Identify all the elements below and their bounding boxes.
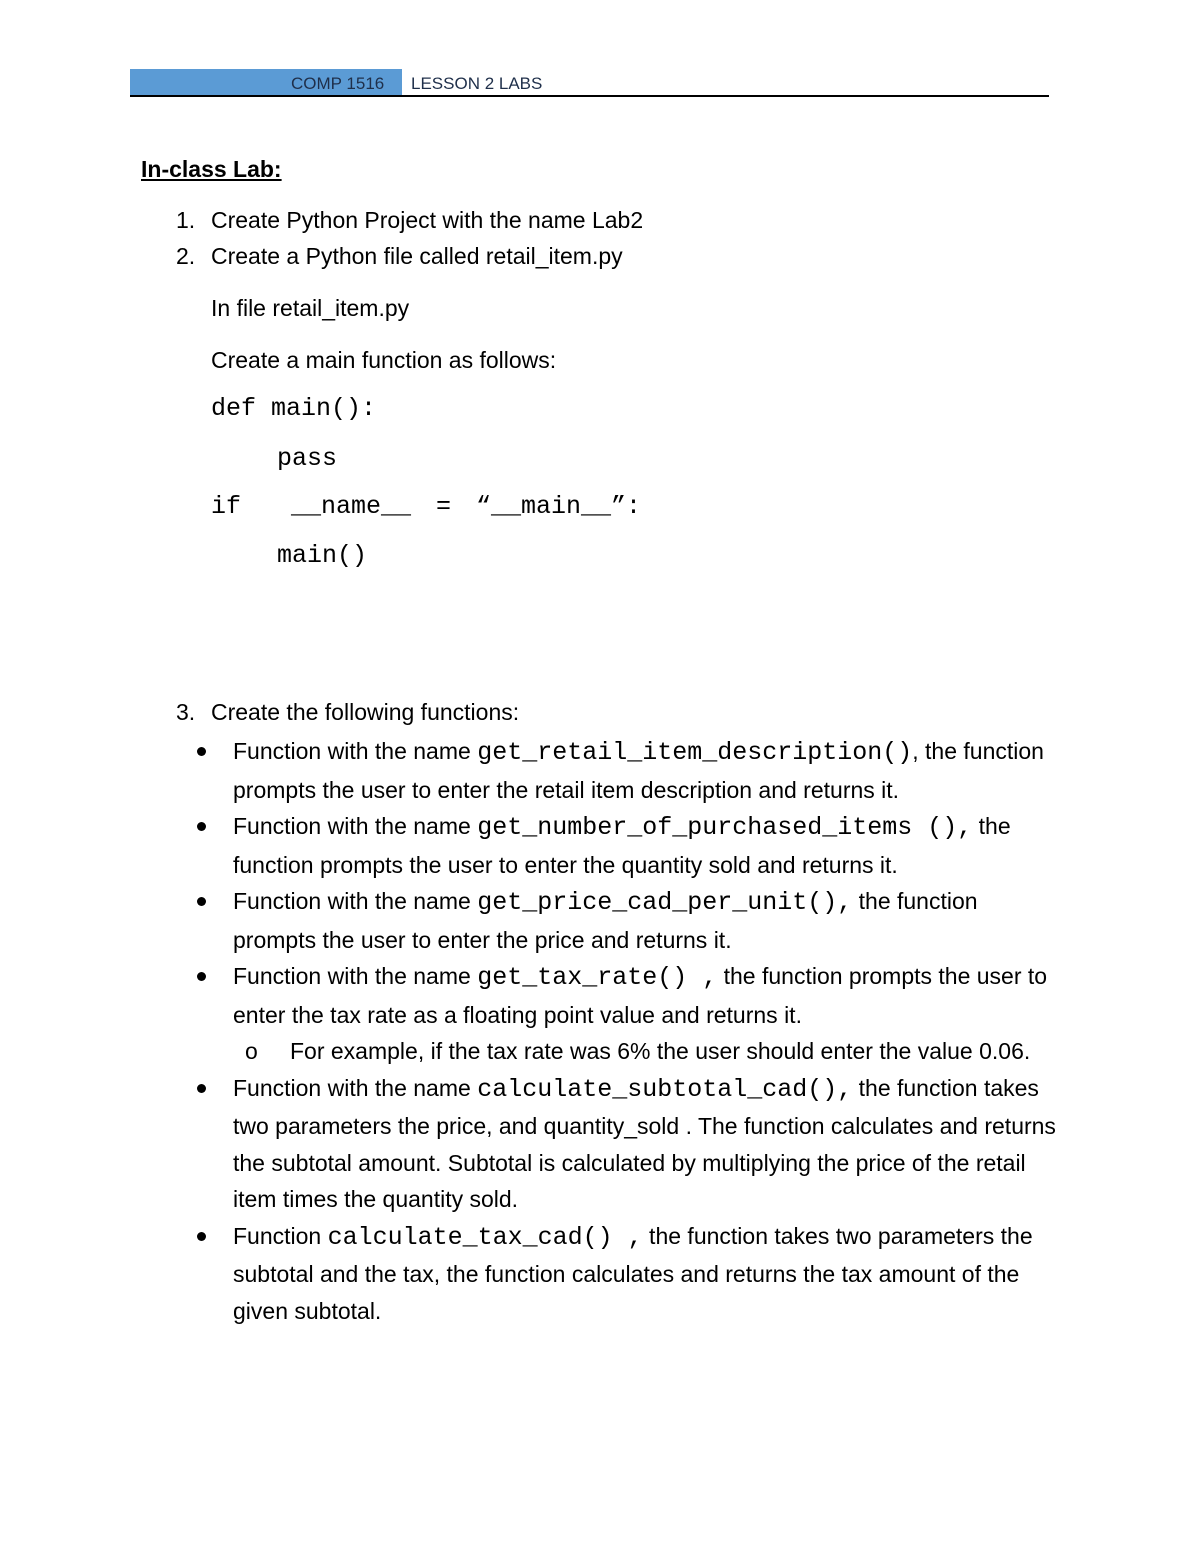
code-line-if: if __name__ = “__main__”: [211,492,642,521]
list-item [233,883,1063,958]
step-2-text: Create a Python file called retail_item.py [211,243,623,269]
main-intro: Create a main function as follows: [211,347,557,373]
file-intro: In file retail_item.py [211,295,410,321]
header-lesson: LESSON 2 LABS [411,74,543,93]
function-pre: Function [233,1222,328,1249]
page-heading: In-class Lab: [141,156,282,182]
function-code: get_retail_item_description() [477,738,913,767]
function-pre: Function with the name [233,813,478,839]
header-course: COMP 1516 [291,74,385,93]
header-rule [130,95,1049,97]
function-pre: Function with the name [233,888,478,914]
sub-bullet-icon: o [245,1038,258,1064]
tax-example-item [245,1033,1063,1070]
function-post: the function prompts the user to enter the price and returns it. [233,888,978,953]
function-post: the function takes two parameters the subtotal and the tax, the function calculates and returns the tax amount of the given subtotal. [233,1222,1033,1324]
code-line-main-call: main() [277,541,368,570]
bullet-icon [197,972,206,981]
function-code: get_number_of_purchased_items (), [477,813,973,842]
list-item [233,1070,1063,1218]
function-code: calculate_tax_cad() , [327,1222,643,1252]
list-item [233,808,1063,883]
function-post: , the function prompts the user to enter the retail item description and returns it. [233,738,1044,803]
bullet-icon [197,1084,206,1093]
function-post: the function takes two parameters the price, and quantity_sold . The function calculates and returns the subtotal amount. Subtotal is calculated by multiplying the price of the retail item times the quantity sold. [233,1074,1056,1212]
function-post: the function prompts the user to enter the quantity sold and returns it. [233,813,1011,878]
step-1-number: 1. [176,207,196,233]
list-item [233,733,1063,808]
code-line-def: def main(): [211,394,377,423]
bullet-icon [197,747,206,756]
tax-example-text: For example, if the tax rate was 6% the user should enter the value 0.06. [290,1038,1031,1064]
step-3-number: 3. [176,699,196,725]
step-1-text: Create Python Project with the name Lab2 [211,207,644,233]
function-pre: Function with the name [233,1074,478,1101]
bullet-icon [197,897,206,906]
function-code: get_price_cad_per_unit(), [477,888,853,917]
list-item [233,1218,1063,1330]
list-item [233,958,1063,1033]
step-3-text: Create the following functions: [211,699,520,725]
bullet-icon [197,822,206,831]
function-code: get_tax_rate() , [477,963,718,992]
code-line-pass: pass [277,444,338,473]
function-code: calculate_subtotal_cad(), [477,1074,853,1104]
step-2-number: 2. [176,243,196,269]
function-post: the function prompts the user to enter the tax rate as a floating point value and returns it. [233,963,1048,1028]
function-list [233,733,1063,1329]
bullet-icon [197,1232,206,1241]
function-pre: Function with the name [233,738,478,764]
function-pre: Function with the name [233,963,478,989]
